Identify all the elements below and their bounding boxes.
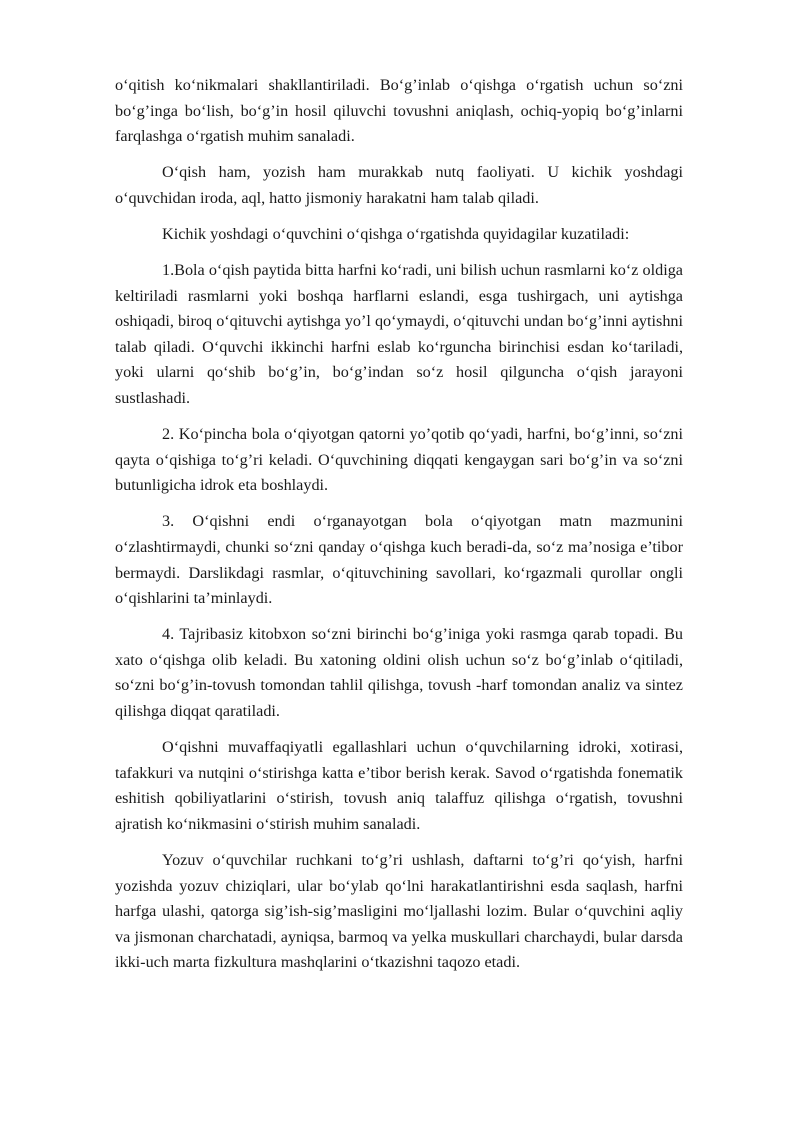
- paragraph-3: Kichik yoshdagi o‘quvchini o‘qishga o‘rgatishda quyidagilar kuzatiladi:: [162, 224, 630, 243]
- paragraph-5: 2. Ko‘pincha bola o‘qiyotgan qatorni yo’qotib qo‘yadi, harfni, bo‘g’inni, so‘zni qayta o‘qishiga to‘g’ri keladi. O‘quvchining diqqati kengaygan sari bo‘g’in va so‘zni butunligicha idrok eta boshlaydi.: [115, 425, 683, 495]
- paragraph-2: O‘qish ham, yozish ham murakkab nutq faoliyati. U kichik yoshdagi o‘quvchidan iroda, aql, hatto jismoniy harakatni ham talab qiladi.: [115, 163, 683, 207]
- document-page: [115, 73, 683, 987]
- paragraph-1: o‘qitish ko‘nikmalari shakllantiriladi. Bo‘g’inlab o‘qishga o‘rgatish uchun so‘zni bo‘g’inga bo‘lish, bo‘g’in hosil qiluvchi tovushni aniqlash, ochiq-yopiq bo‘g’inlarni farqlashga o‘rgatish muhim sanaladi.: [115, 76, 683, 146]
- paragraph-7: 4. Tajribasiz kitobxon so‘zni birinchi bo‘g’iniga yoki rasmga qarab topadi. Bu xato o‘qishga olib keladi. Bu xatoning oldini olish uchun so‘z bo‘g’inlab o‘qitiladi, so‘zni bo‘g’in-tovush tomondan tahlil qilishga, tovush -harf tomondan analiz va sintez qilishga diqqat qaratiladi.: [115, 625, 683, 721]
- paragraph-6: 3. O‘qishni endi o‘rganayotgan bola o‘qiyotgan matn mazmunini o‘zlashtirmaydi, chunki so‘zni qanday o‘qishga kuch beradi-da, so‘z ma’nosiga e’tibor bermaydi. Darslikdagi rasmlar, o‘qituvchining savollari, ko‘rgazmali qurollar ongli o‘qishlarini ta’minlaydi.: [115, 512, 683, 608]
- paragraph-8: O‘qishni muvaffaqiyatli egallashlari uchun o‘quvchilarning idroki, xotirasi, tafakkuri va nutqini o‘stirishga katta e’tibor berish kerak. Savod o‘rgatishda fonematik eshitish qobiliyatlarini o‘stirish, tovush aniq talaffuz qilishga o‘rgatish, tovushni ajratish ko‘nikmasini o‘stirish muhim sanaladi.: [115, 738, 683, 833]
- paragraph-4: 1.Bola o‘qish paytida bitta harfni ko‘radi, uni bilish uchun rasmlarni ko‘z oldiga keltiriladi rasmlarni yoki boshqa harflarni eslandi, esga tushirgach, uni aytishga oshiqadi, biroq o‘qituvchi aytishga yo’l qo‘ymaydi, o‘qituvchi undan bo‘g’inni aytishni talab qiladi. O‘quvchi ikkinchi harfni eslab ko‘rguncha birinchisi esdan ko‘tariladi, yoki ularni qo‘shib bo‘g’in, bo‘g’indan so‘z hosil qilguncha o‘qish jarayoni sustlashadi.: [115, 261, 683, 408]
- paragraph-9: Yozuv o‘quvchilar ruchkani to‘g’ri ushlash, daftarni to‘g’ri qo‘yish, harfni yozishda yozuv chiziqlari, ular bo‘ylab qo‘lni harakatlantirishni esda saqlash, harfni harfga ulashi, qatorga sig’ish-sig’masligini mo‘ljallashi lozim. Bular o‘quvchini aqliy va jismonan charchatadi, ayniqsa, barmoq va yelka muskullari charchaydi, bular darsda ikki-uch marta fizkultura mashqlarini o‘tkazishni taqozo etadi.: [115, 851, 683, 972]
